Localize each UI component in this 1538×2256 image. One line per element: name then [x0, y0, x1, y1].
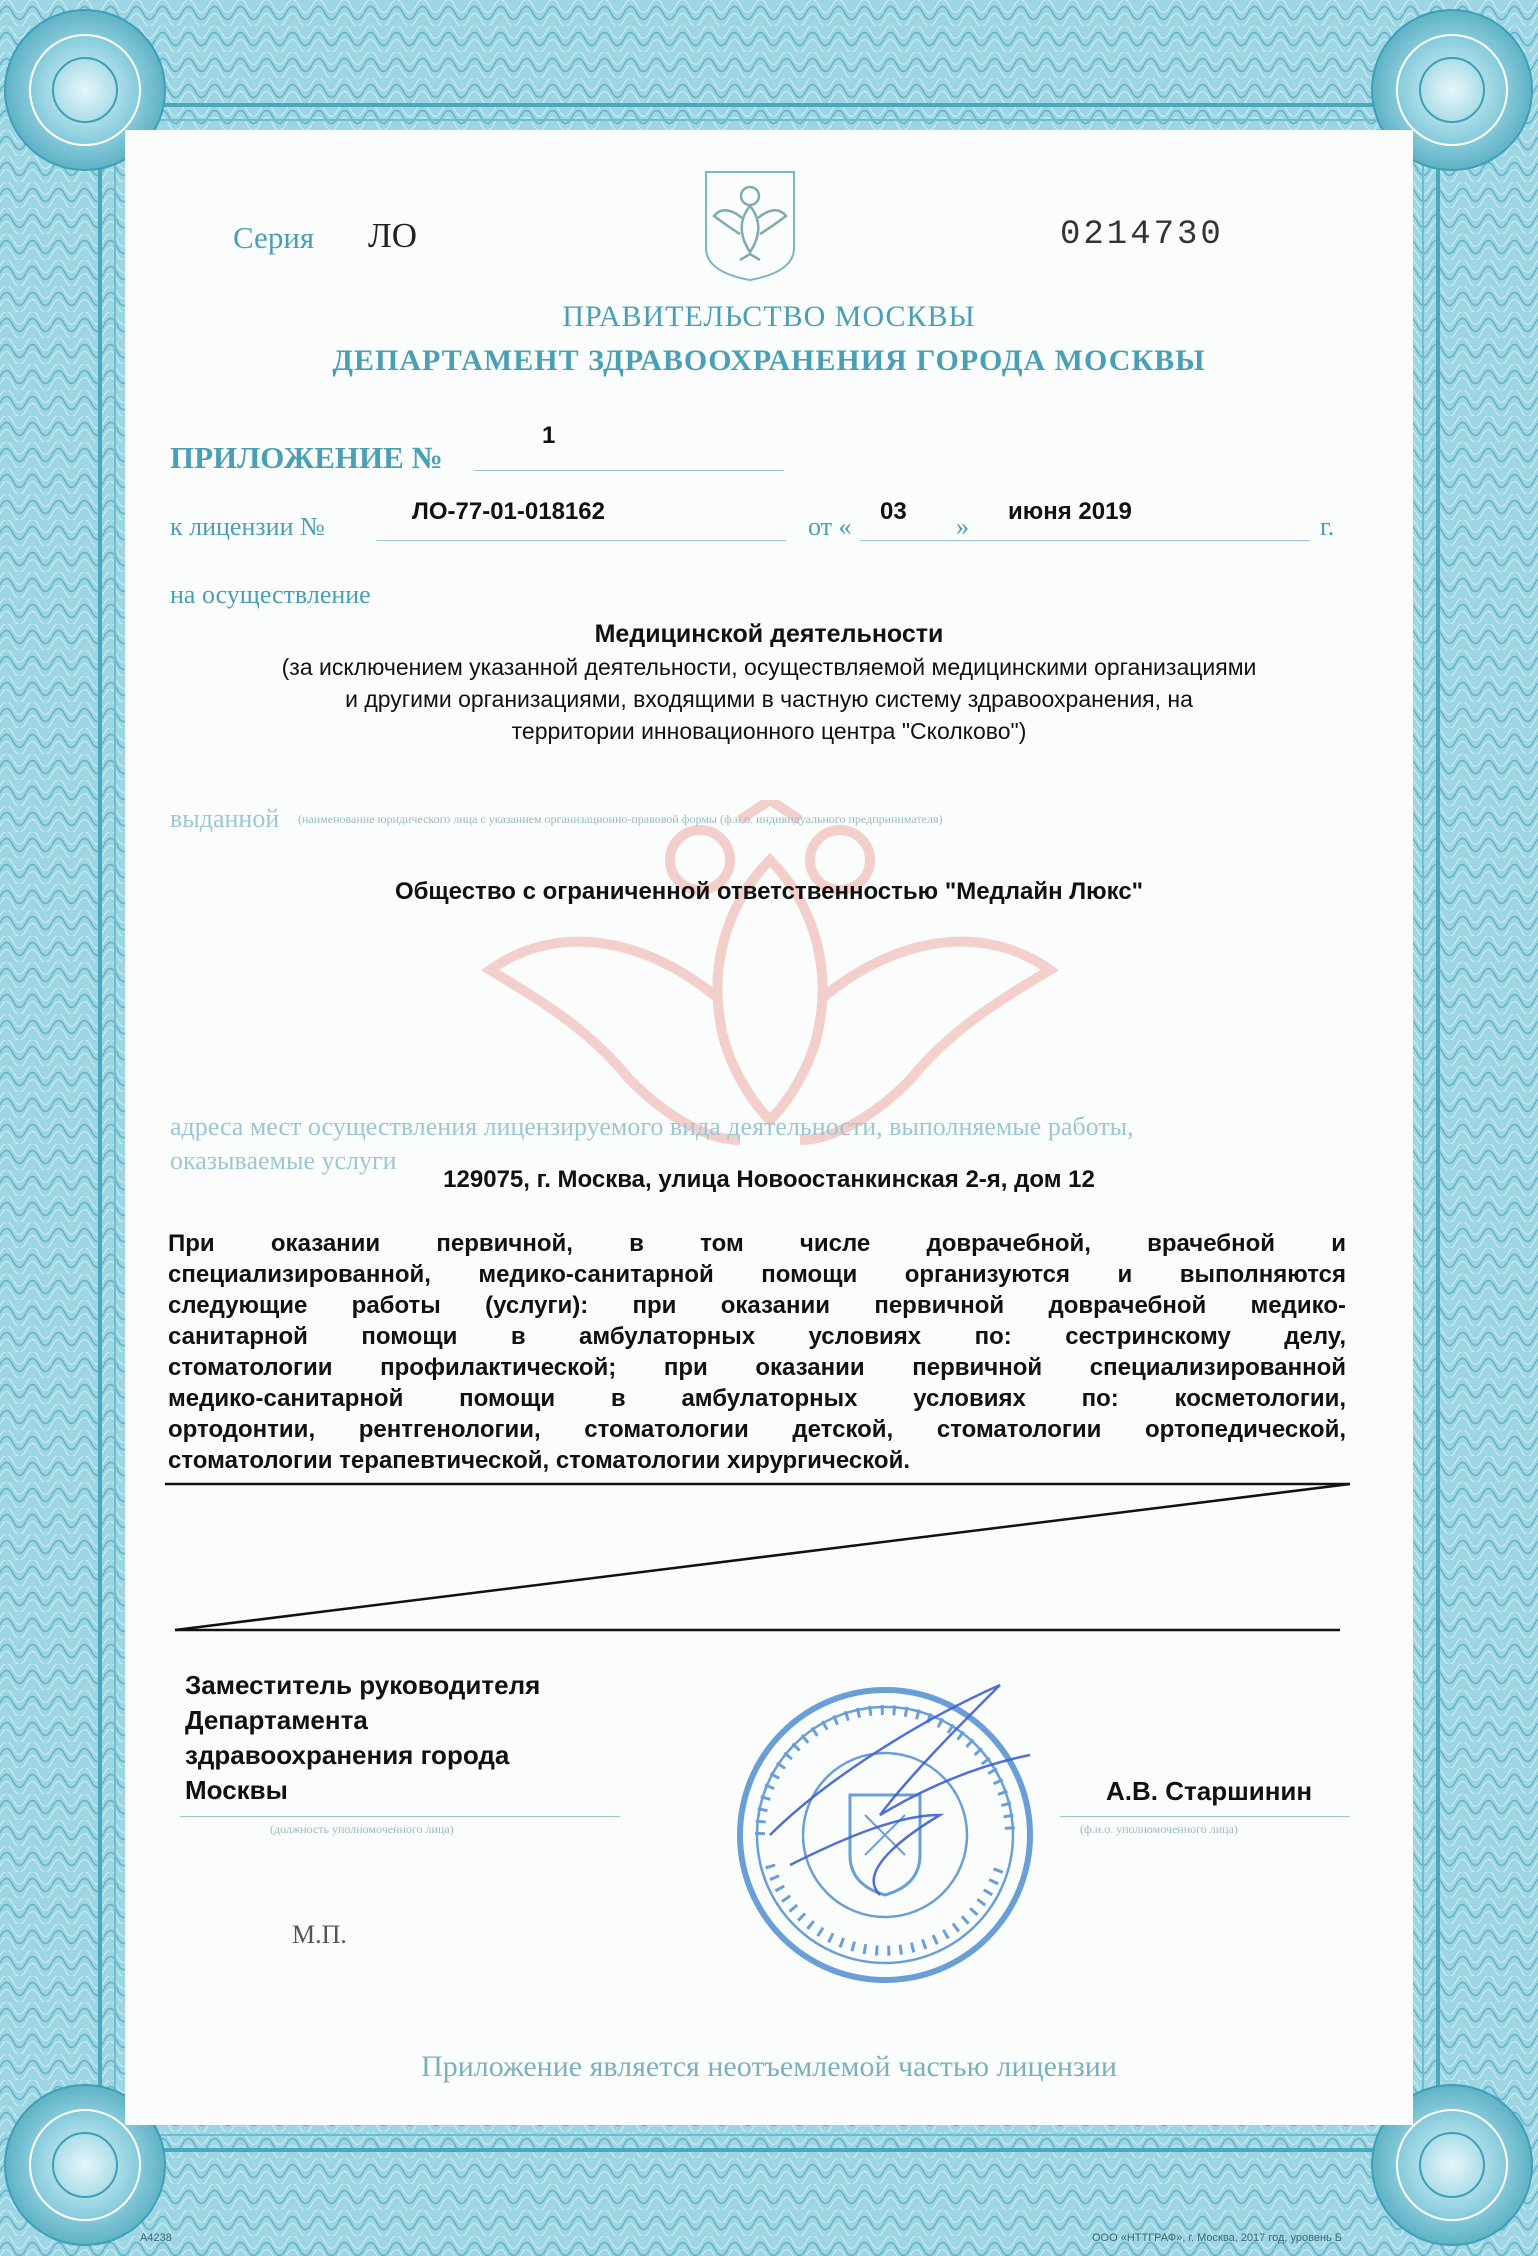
issued-caption: (наименование юридического лица с указанием организационно-правовой формы (ф.и.о. индивидуального предпринимателя): [298, 812, 943, 826]
signatory-name: А.В. Старшинин: [1106, 1776, 1313, 1806]
year-suffix: г.: [1320, 512, 1335, 541]
activity-label: на осуществление: [170, 580, 371, 609]
series-label: Серия: [233, 220, 315, 255]
emblem-watermark-icon: [470, 800, 1070, 1220]
position-line-4: Москвы: [185, 1775, 288, 1805]
from-label: от «: [808, 512, 852, 541]
license-label: к лицензии №: [170, 512, 325, 541]
services-line-5: стоматологии профилактической; при оказании первичной специализированной: [168, 1354, 1346, 1381]
activity-title: Медицинской деятельности: [594, 620, 944, 648]
activity-line-1: (за исключением указанной деятельности, осуществляемой медицинскими организациями: [281, 654, 1257, 680]
license-month-year: июня 2019: [1008, 498, 1132, 525]
serial-number: 0214730: [1060, 216, 1224, 254]
official-stamp-icon: [730, 1665, 1070, 1995]
addresses-label-line-1: адреса мест осуществления лицензируемого вида деятельности, выполняемые работы,: [170, 1112, 1134, 1141]
services-line-4: санитарной помощи в амбулаторных условиях по: сестринскому делу,: [168, 1323, 1346, 1350]
form-code: А4238: [140, 2232, 172, 2244]
footer-note: Приложение является неотъемлемой частью лицензии: [421, 2050, 1117, 2083]
services-line-1: При оказании первичной, в том числе доврачебной, врачебной и: [168, 1230, 1346, 1257]
appendix-number: 1: [542, 422, 556, 449]
coat-of-arms-icon: [700, 168, 800, 283]
license-day: 03: [880, 498, 907, 525]
position-caption: (должность уполномоченного лица): [270, 1822, 454, 1836]
services-block: [168, 1228, 1346, 1476]
issued-label: выданной: [170, 804, 280, 833]
activity-line-3: территории инновационного центра "Сколково"): [511, 718, 1027, 744]
position-line-3: здравоохранения города: [185, 1740, 510, 1770]
services-line-7: ортодонтии, рентгенологии, стоматологии детской, стоматологии ортопедической,: [168, 1416, 1346, 1443]
activity-line-2: и другими организациями, входящими в частную систему здравоохранения, на: [345, 686, 1193, 712]
printer-info: ООО «НТТГРАФ», г. Москва, 2017 год, уровень Б: [1092, 2232, 1343, 2244]
license-number: ЛО-77-01-018162: [412, 498, 605, 525]
services-line-last: стоматологии терапевтической, стоматологии хирургической.: [168, 1447, 910, 1474]
quote-close: »: [956, 512, 969, 541]
organization-name: Общество с ограниченной ответственностью "Медлайн Люкс": [394, 878, 1144, 905]
department-title: ДЕПАРТАМЕНТ ЗДРАВООХРАНЕНИЯ ГОРОДА МОСКВЫ: [332, 344, 1206, 377]
addresses-label-line-2: оказываемые услуги: [170, 1146, 397, 1175]
name-caption: (ф.и.о. уполномоченного лица): [1080, 1822, 1238, 1836]
government-title: ПРАВИТЕЛЬСТВО МОСКВЫ: [562, 300, 976, 333]
appendix-label: ПРИЛОЖЕНИЕ №: [170, 440, 443, 475]
position-line-1: Заместитель руководителя: [185, 1670, 541, 1700]
blank-area-strike-lines: [160, 1470, 1360, 1640]
services-line-2: специализированной, медико-санитарной помощи организуются и выполняются: [168, 1261, 1346, 1288]
address: 129075, г. Москва, улица Новоостанкинская 2-я, дом 12: [443, 1166, 1095, 1193]
services-line-3: следующие работы (услуги): при оказании первичной доврачебной медико-: [168, 1292, 1346, 1319]
seal-place-label: М.П.: [292, 1920, 347, 1949]
position-line-2: Департамента: [185, 1705, 368, 1735]
series-value: ЛО: [368, 216, 418, 255]
signatory-position: [185, 1668, 540, 1808]
services-line-6: медико-санитарной помощи в амбулаторных условиях по: косметологии,: [168, 1385, 1346, 1412]
